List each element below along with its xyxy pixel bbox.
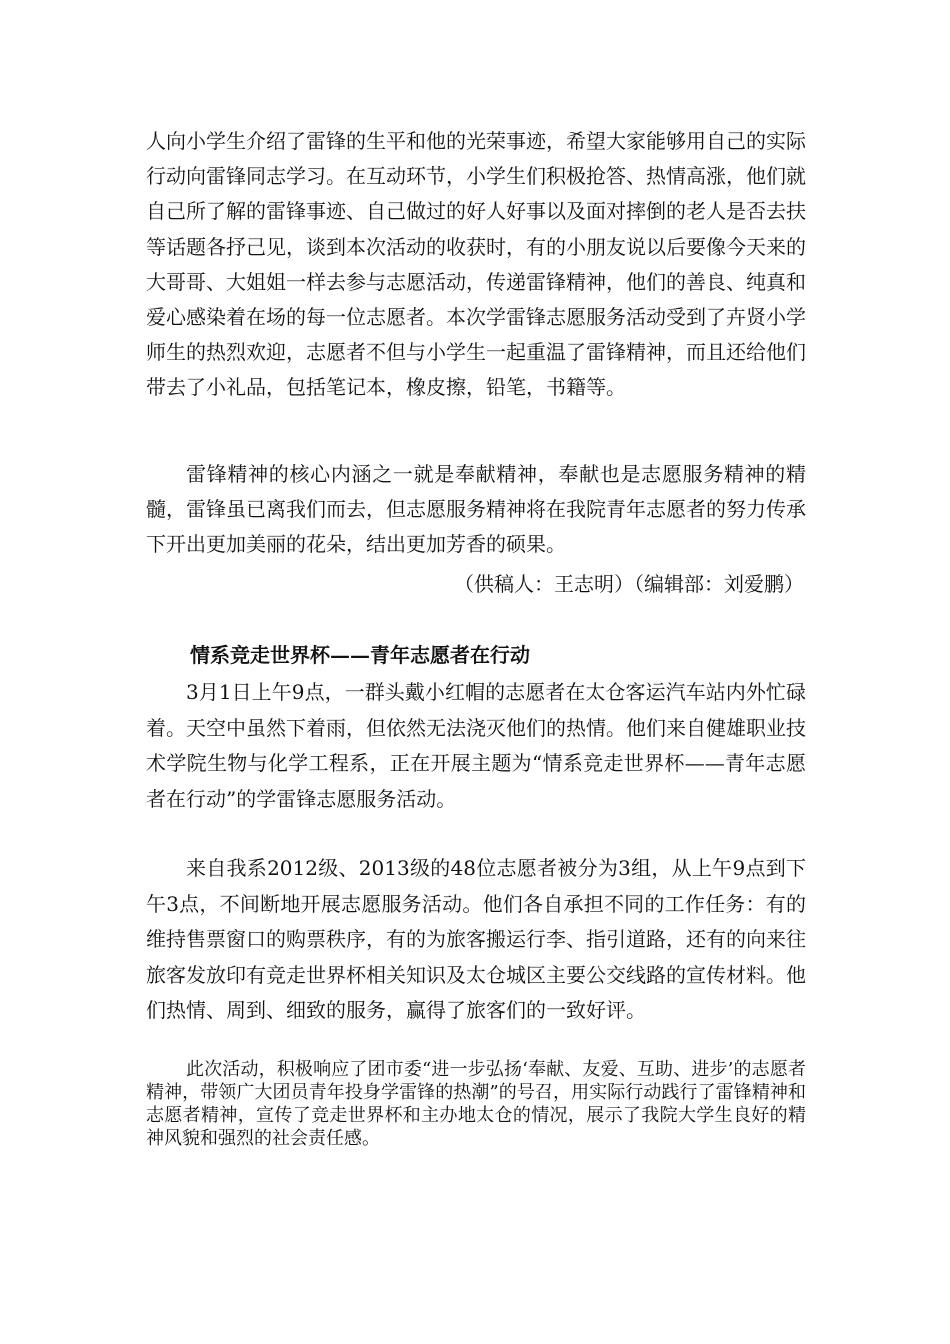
article1-paragraph-2: [146, 457, 806, 563]
article2-title: 情系竞走世界杯——青年志愿者在行动: [190, 643, 530, 667]
article2-paragraph-2-text: 来自我系2012级、2013级的48位志愿者被分为3组，从上午9点到下午3点，不间断地开展志愿服务活动。他们各自承担不同的工作任务：有的维持售票窗口的购票秩序，有的为旅客搬运行李、指引道路，还有的向来往旅客发放印有竞走世界杯相关知识及太仓城区主要公交线路的宣传材料。他们热情、周到、细致的服务，赢得了旅客们的一致好评。: [146, 856, 806, 1022]
article2-paragraph-3-text: 此次活动，积极响应了团市委“进一步弘扬‘奉献、友爱、互助、进步’的志愿者精神，带领广大团员青年投身学雷锋的热潮”的号召，用实际行动践行了雷锋精神和志愿者精神，宣传了竞走世界杯和主办地太仓的情况，展示了我院大学生良好的精神风貌和强烈的社会责任感。: [146, 1059, 806, 1149]
article2-paragraph-1: [146, 675, 806, 817]
article2-paragraph-3: [146, 1058, 806, 1150]
article2-paragraph-2: [146, 851, 806, 1029]
article1-paragraph-1-text: 人向小学生介绍了雷锋的生平和他的光荣事迹，希望大家能够用自己的实际行动向雷锋同志学习。在互动环节，小学生们积极抢答、热情高涨，他们就自己所了解的雷锋事迹、自己做过的好人好事以及面对摔倒的老人是否去扶等话题各抒己见，谈到本次活动的收获时，有的小朋友说以后要像今天来的大哥哥、大姐姐一样去参与志愿活动，传递雷锋精神，他们的善良、纯真和爱心感染着在场的每一位志愿者。本次学雷锋志愿服务活动受到了卉贤小学师生的热烈欢迎，志愿者不但与小学生一起重温了雷锋精神，而且还给他们带去了小礼品，包括笔记本，橡皮擦，铅笔，书籍等。: [146, 129, 806, 400]
article1-paragraph-1: [146, 124, 806, 406]
article1-credit: （供稿人：王志明）（编辑部：刘爱鹏）: [454, 572, 804, 596]
article2-paragraph-1-text: 3月1日上午9点，一群头戴小红帽的志愿者在太仓客运汽车站内外忙碌着。天空中虽然下着雨，但依然无法浇灭他们的热情。他们来自健雄职业技术学院生物与化学工程系，正在开展主题为“情系竞走世界杯——青年志愿者在行动”的学雷锋志愿服务活动。: [146, 680, 806, 811]
article1-paragraph-2-text: 雷锋精神的核心内涵之一就是奉献精神，奉献也是志愿服务精神的精髓，雷锋虽已离我们而去，但志愿服务精神将在我院青年志愿者的努力传承下开出更加美丽的花朵，结出更加芳香的硕果。: [146, 462, 806, 557]
